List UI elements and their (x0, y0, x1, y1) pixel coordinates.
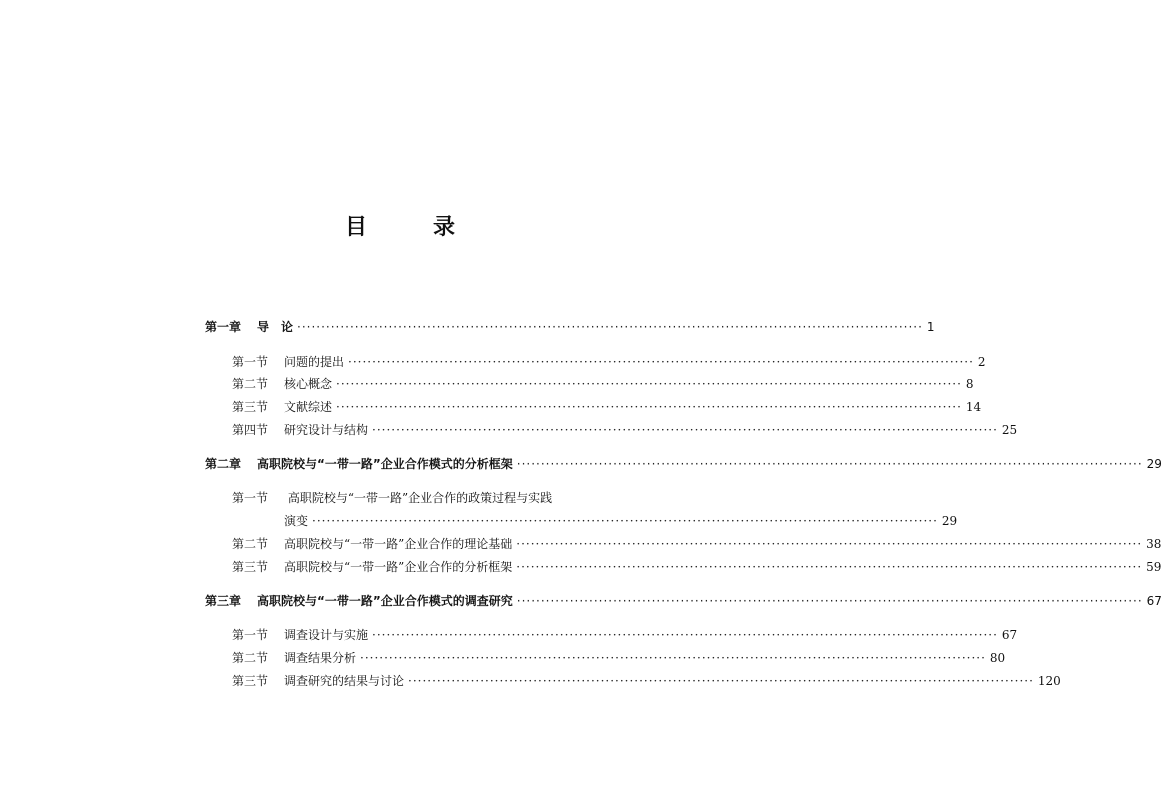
toc-page-number: 14 (965, 400, 982, 414)
toc-chapter-1[interactable] (205, 320, 935, 334)
toc-page-number: 67 (1001, 628, 1018, 642)
toc-section-2-2[interactable] (232, 537, 1162, 551)
toc-page-number: 29 (1146, 457, 1162, 471)
toc-page-number: 29 (941, 514, 958, 528)
toc-section-1-3[interactable] (232, 400, 982, 414)
toc-leader: ·································································································································· (516, 594, 1143, 608)
toc-text: 调查研究的结果与讨论 (284, 674, 405, 688)
toc-page-number: 1 (926, 320, 935, 334)
toc-text: 高职院校与“一带一路”企业合作的政策过程与实践 (287, 491, 553, 505)
toc-label: 第四节 (232, 423, 269, 437)
toc-section-3-3[interactable] (232, 674, 1061, 688)
toc-leader: ·································································································································· (297, 320, 923, 334)
toc-label: 第三节 (232, 400, 269, 414)
toc-leader: ·································································································································· (516, 537, 1143, 551)
toc-label: 第一章 (205, 320, 242, 334)
toc-text-continued: 演变 (284, 514, 309, 528)
toc-page-number: 25 (1001, 423, 1018, 437)
toc-page-number: 120 (1037, 674, 1061, 688)
toc-page-number: 8 (965, 377, 974, 391)
toc-section-2-3[interactable] (232, 560, 1162, 574)
toc-label: 第二节 (232, 377, 269, 391)
toc-label: 第三节 (232, 560, 269, 574)
toc-leader: ·································································································································· (348, 355, 974, 369)
toc-leader: ·································································································································· (312, 514, 938, 528)
toc-leader: ·································································································································· (360, 651, 986, 665)
toc-label: 第一节 (232, 355, 269, 369)
toc-text: 高职院校与“一带一路”企业合作的理论基础 (284, 537, 513, 551)
toc-label: 第二节 (232, 651, 269, 665)
toc-text: 文献综述 (284, 400, 333, 414)
toc-chapter-2[interactable] (205, 457, 1162, 471)
toc-section-3-2[interactable] (232, 651, 1006, 665)
toc-section-3-1[interactable] (232, 628, 1018, 642)
toc-text: 调查设计与实施 (284, 628, 369, 642)
toc-text: 核心概念 (284, 377, 333, 391)
toc-page-number: 38 (1146, 537, 1162, 551)
toc-label: 第一节 (232, 491, 269, 505)
toc-title: 目 录 (344, 214, 477, 240)
toc-leader: ·································································································································· (516, 457, 1143, 471)
toc-label: 第三节 (232, 674, 269, 688)
toc-text: 调查结果分析 (284, 651, 357, 665)
toc-text: 高职院校与“一带一路”企业合作模式的分析框架 (257, 457, 513, 471)
toc-leader: ·································································································································· (372, 628, 998, 642)
toc-page-number: 80 (989, 651, 1006, 665)
toc-label: 第三章 (205, 594, 242, 608)
toc-leader: ·································································································································· (372, 423, 998, 437)
toc-text: 研究设计与结构 (284, 423, 369, 437)
toc-chapter-3[interactable] (205, 594, 1162, 608)
toc-leader: ·································································································································· (408, 674, 1034, 688)
toc-text: 高职院校与“一带一路”企业合作模式的调查研究 (257, 594, 513, 608)
toc-text: 问题的提出 (284, 355, 345, 369)
toc-text: 高职院校与“一带一路”企业合作的分析框架 (284, 560, 513, 574)
toc-section-2-1-continued[interactable] (284, 514, 958, 528)
toc-section-2-1[interactable] (232, 491, 552, 505)
toc-section-1-2[interactable] (232, 377, 974, 391)
toc-section-1-1[interactable] (232, 355, 986, 369)
toc-section-1-4[interactable] (232, 423, 1018, 437)
toc-text: 导 论 (257, 320, 294, 334)
toc-label: 第一节 (232, 628, 269, 642)
toc-leader: ·································································································································· (516, 560, 1143, 574)
toc-page-number: 59 (1146, 560, 1162, 574)
toc-page-number: 2 (977, 355, 986, 369)
toc-label: 第二章 (205, 457, 242, 471)
toc-label: 第二节 (232, 537, 269, 551)
toc-leader: ·································································································································· (336, 400, 962, 414)
toc-page-number: 67 (1146, 594, 1162, 608)
toc-leader: ·································································································································· (336, 377, 962, 391)
